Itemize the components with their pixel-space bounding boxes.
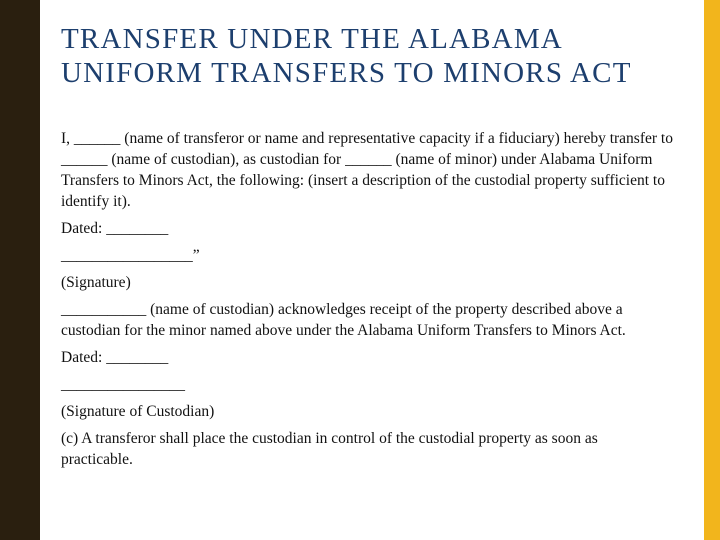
transfer-clause: I, ______ (name of transferor or name and representative capacity if a fiduciary) hereby transfer to ______ (name of custodian), as custodian for ______ (name of minor) under Alabama Uniform Transfers to Minors Act, the following: (insert a description of the custodial property sufficient to identify it).	[61, 130, 673, 210]
dated-line-2: Dated: ________	[61, 349, 169, 366]
custodian-acknowledgment: ___________ (name of custodian) acknowledges receipt of the property described above a custodian for the minor named above under the Alabama Uniform Transfers to Minors Act.	[61, 301, 626, 339]
signature-label-2: (Signature of Custodian)	[61, 403, 215, 420]
title-line-2: UNIFORM TRANSFERS TO MINORS ACT	[61, 57, 632, 89]
slide-body	[61, 128, 673, 470]
dated-line-1: Dated: ________	[61, 220, 169, 237]
left-accent-bar	[0, 0, 40, 540]
signature-label-1: (Signature)	[61, 274, 131, 291]
title-line-1: TRANSFER UNDER THE ALABAMA	[61, 23, 563, 55]
slide-title	[61, 22, 701, 90]
control-clause: (c) A transferor shall place the custodian in control of the custodial property as soon as practicable.	[61, 430, 598, 468]
signature-blank-2: ________________	[61, 376, 185, 393]
signature-blank-1: _________________”	[61, 247, 200, 264]
right-accent-bar	[704, 0, 720, 540]
